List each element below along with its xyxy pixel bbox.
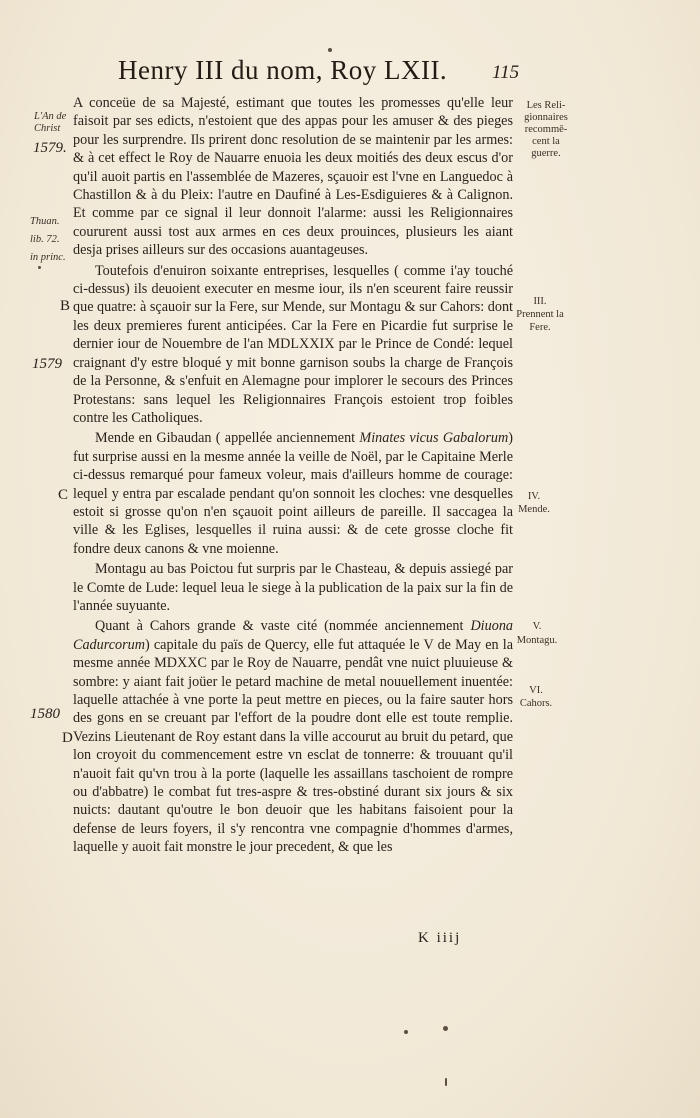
signature-mark: K iiij [418,930,462,946]
paragraph-5 [73,617,513,856]
margin-line: Fere. [529,322,551,333]
margin-note-thuanus [30,213,66,267]
margin-line: V. [532,621,542,632]
ink-speck [328,48,332,52]
paragraph-3-rest: ) fut surprise aussi en la mesme année la veille de Noël, par le Capitaine Merle ci-dessus remarqué pour fameux voleur, mais d'ailleurs homme de courage: lequel y entra par escalade pendant qu'on sonnoit les cloches: vne desquelles estoit si grosse qu'on n'en sçauoit point ailleurs de pareille. Il saccagea la ville & les Eglises, lesquelles il ruina aussi: & de cete grosse cloche fit fondre deux canons & vne moienne. [73,430,513,557]
margin-line: Cahors. [519,698,553,709]
margin-line: in princ. [30,252,66,263]
margin-line: Christ [34,123,61,134]
margin-line: Thuan. [30,216,60,227]
margin-line: gionnaires [524,112,568,123]
latin-place-name-mende: Minates vicus Gabalorum [359,430,509,447]
margin-line: lib. 72. [30,234,60,245]
paragraph-5-lead: Quant à Cahors grande & vaste cité (nommée anciennement [95,618,471,635]
page-number: 115 [492,62,520,83]
margin-line: VI. [529,685,543,696]
margin-note-cahors [508,684,564,710]
paragraph-1: A conceüe de sa Majesté, estimant que toutes les promesses qu'elle leur faisoit par ses edicts, n'estoient que des appas pour les amuser & des pieges pour les surprendre. Ils prirent donc resolution de se maintenir par les armes: & à cet effect le Roy de Nauarre enuoia les deux moitiés des deux escus d'or qu'il auoit partis en l'assemblée de Mazeres, sçauoir est l'vne en Languedoc à Chastillon & à du Pleix: l'autre en Daufiné à Les-Esdiguieres & à Calignon. Et comme par ce signal il leur donnoit l'alarme: aussi les Religionnaires coururent aussi tost aux armes en ces deux prouinces, plusieurs les aiant desja prises ailleurs sur des occasions auantageuses. [73,95,513,259]
paragraph-3 [73,429,513,558]
margin-line: IV. [527,491,541,502]
ink-speck [445,1078,447,1086]
margin-line: L'An de [34,111,67,122]
paragraph-3-lead: Mende en Gibaudan ( appellée anciennement [95,430,360,447]
margin-note-year-label [34,111,66,135]
margin-year-1579-a: 1579. [33,140,67,156]
ink-speck [38,266,41,269]
margin-line: cent la [532,136,560,147]
margin-line: Les Reli- [526,100,566,111]
margin-note-religionnaires [516,100,576,160]
margin-section-letter-d: D [62,730,73,746]
margin-note-montagu [504,620,570,648]
margin-line: III. [533,296,547,307]
margin-line: recommē- [524,124,568,135]
margin-year-1579-b: 1579 [32,356,62,372]
ink-speck [443,1026,448,1031]
margin-year-1580: 1580 [30,706,60,722]
margin-section-letter-c: C [58,487,69,503]
paragraph-5-rest: ) capitale du païs de Quercy, elle fut attaquée le V de May en la mesme année MDXXC par le Roy de Nauarre, pendât vne nuict pluuieuse & sombre: y aiant fait joüer le petard machine de metal nouuellement inuentée: laquelle attachée à vne porte la peut mettre en pieces, ou la faire sauter hors des gons en se creuant par l'effort de la poudre dont elle est toute remplie. Vezins Lieutenant de Roy estant dans la ville accourut au bruit du petard, que lon croyoit du commencement estre vn esclat de tonnerre: & trouuant qu'il n'auoit fait qu'vn trou à la porte (laquelle les assaillans taschoient de rompre ou d'abbatre) le combat fut tres-aspre & tres-obstiné durant six jours & six nuicts: dautant qu'outre le bon deuoir que les habitans faisoient pour la defense de leurs foyers, il s'y rencontra vne compagnie d'hommes d'armes, laquelle y auoit fait monstre le jour precedent, & que les [73,636,513,856]
margin-line: guerre. [531,148,561,159]
margin-line: Prennent la [516,309,564,320]
margin-note-fere [508,295,572,334]
margin-line: Mende. [518,504,550,515]
margin-line: Montagu. [516,635,558,646]
paragraph-4: Montagu au bas Poictou fut surpris par le Chasteau, & depuis assiegé par le Comte de Lude: lequel leua le siege à la publication de la paix sur la fin de l'année suyuante. [73,561,513,614]
paragraph-2: Toutefois d'enuiron soixante entreprises, lesquelles ( comme i'ay touché ci-dessus) ils deuoient executer en mesme iour, ils n'en sceurent faire reussir que quatre: à sçauoir sur la Fere, sur Mende, sur Montagu & sur Cahors: dont les deux premieres furent anticipées. Car la Fere en Picardie fut surprise le dernier iour de Nouembre de l'an MDLXXIX par le Prince de Condé: lequel craignant d'y estre bloqué y mit bonne garnison soubs la charge de François de la Personne, & s'enfuit en Alemagne pour implorer le secours des Princes Protestans: sans lequel les Religionnaires François estoient trop foibles contre les Catholiques. [73,262,513,426]
running-head-title: Henry III du nom, Roy LXII. [118,55,448,85]
latin-place-name-cahors: Diuona Cadurcorum [73,618,513,653]
ink-speck [404,1030,408,1034]
margin-note-mende [508,490,560,516]
main-text-column [73,94,513,857]
margin-section-letter-b: B [60,298,71,314]
